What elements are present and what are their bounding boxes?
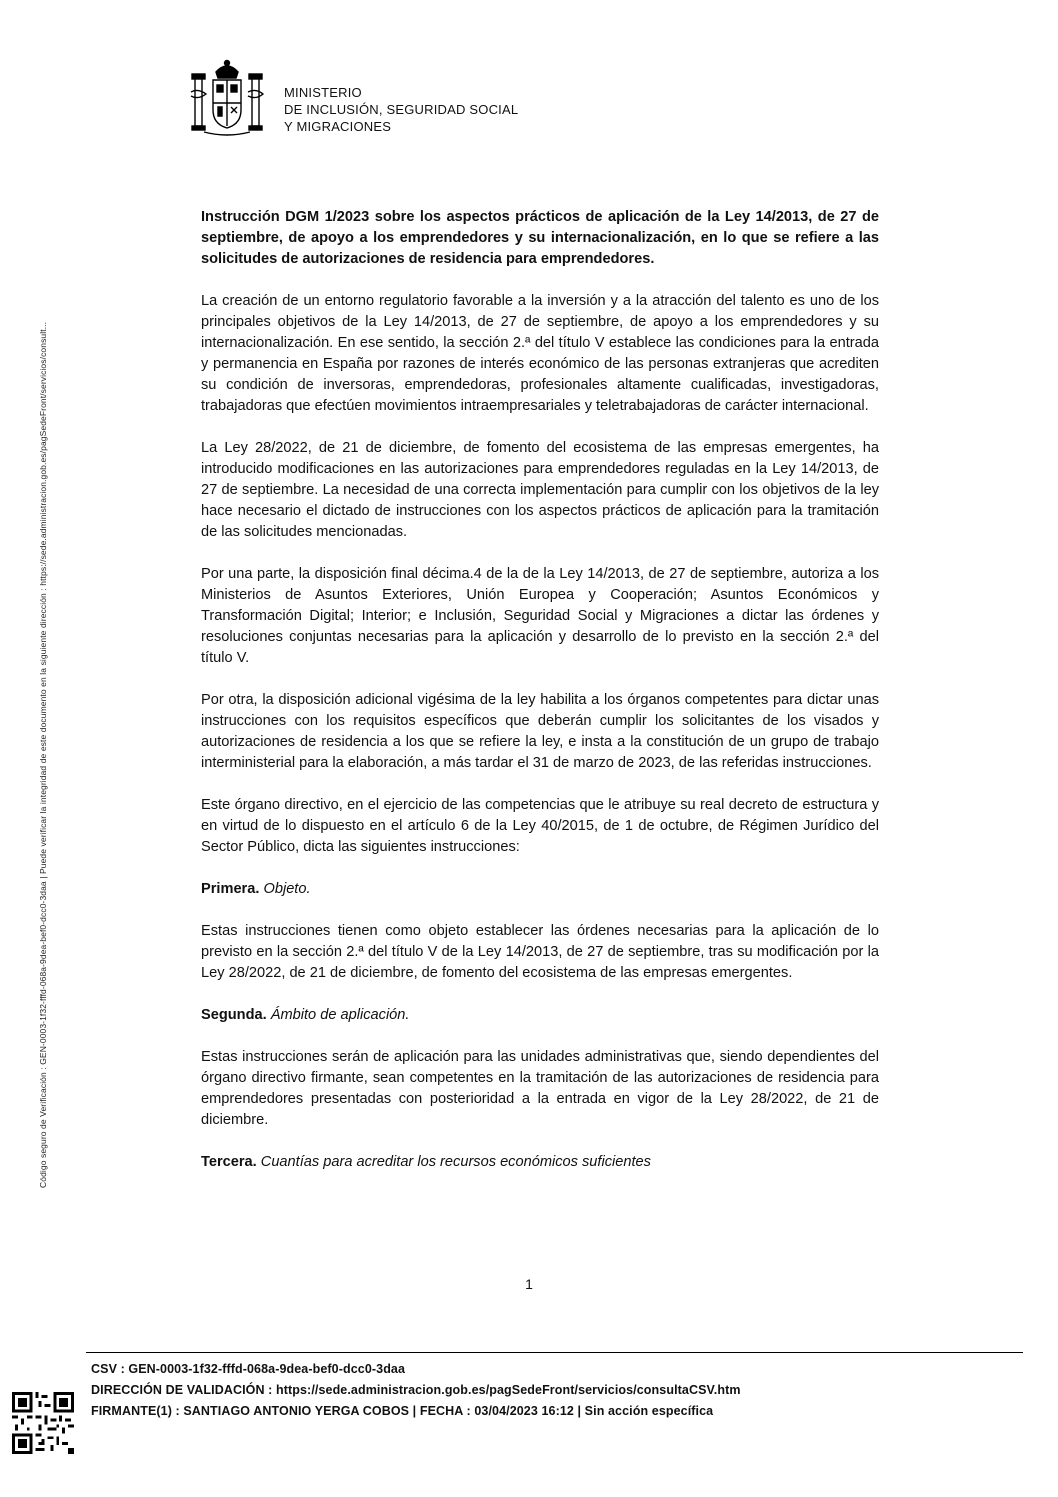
section-heading (201, 879, 879, 900)
document-title: Instrucción DGM 1/2023 sobre los aspectos prácticos de aplicación de la Ley 14/2013, de 27 de septiembre, de apoyo a los emprendedores y su internacionalización, en lo que se refiere a las solicitudes de autorizaciones de residencia para emprendedores. (201, 209, 879, 267)
section-heading (201, 1152, 879, 1173)
section-title: Ámbito de aplicación. (270, 1007, 410, 1023)
qr-code-icon (12, 1392, 74, 1454)
signature-footer (91, 1359, 741, 1422)
ministry-name (284, 84, 518, 135)
body-paragraph: Por una parte, la disposición final décima.4 de la de la Ley 14/2013, de 27 de septiembre, autoriza a los Ministerios de Asuntos Exteriores, Unión Europea y Cooperación; Asuntos Económicos y Transformación Digital; Interior; e Inclusión, Seguridad Social y Migraciones a dictar las órdenes y resoluciones conjuntas necesarias para la aplicación y desarrollo de lo previsto en la sección 2.ª del título V. (201, 566, 879, 666)
coat-of-arms-icon (186, 58, 268, 140)
ministry-line: DE INCLUSIÓN, SEGURIDAD SOCIAL (284, 102, 519, 117)
section-paragraph: Estas instrucciones serán de aplicación para las unidades administrativas que, siendo dependientes del órgano directivo firmante, sean competentes en la tramitación de las autorizaciones de residencia para emprendedores presentadas con posterioridad a la entrada en vigor de la Ley 28/2022, de 21 de diciembre. (201, 1049, 879, 1128)
signer-info: FIRMANTE(1) : SANTIAGO ANTONIO YERGA COBOS | FECHA : 03/04/2023 16:12 | Sin acción específica (91, 1404, 714, 1418)
section-label: Primera. (201, 881, 260, 897)
body-paragraph: Por otra, la disposición adicional vigésima de la ley habilita a los órganos competentes para dictar unas instrucciones con los requisitos específicos que deberán cumplir los solicitantes de los visados y autorizaciones de residencia a los que se refiere la ley, e insta a la constitución de un grupo de trabajo interministerial para la elaboración, a más tardar el 31 de marzo de 2023, de las referidas instrucciones. (201, 692, 879, 771)
csv-code: CSV : GEN-0003-1f32-fffd-068a-9dea-bef0-dcc0-3daa (91, 1362, 406, 1376)
section-heading (201, 1005, 879, 1026)
section-label: Tercera. (201, 1154, 257, 1170)
section-title: Cuantías para acreditar los recursos económicos suficientes (260, 1154, 651, 1170)
ministry-line: Y MIGRACIONES (284, 119, 392, 134)
section-paragraph: Estas instrucciones tienen como objeto establecer las órdenes necesarias para la aplicación de lo previsto en la sección 2.ª del título V de la Ley 14/2013, de 27 de septiembre, tras su modificación por la Ley 28/2022, de 21 de diciembre, de fomento del ecosistema de las empresas emergentes. (201, 923, 879, 981)
page-number: 1 (525, 1276, 533, 1292)
body-paragraph: La creación de un entorno regulatorio favorable a la inversión y a la atracción del talento es uno de los principales objetivos de la Ley 14/2013, de 27 de septiembre, de apoyo a los emprendedores y su internacionalización. En ese sentido, la sección 2.ª del título V establece las condiciones para la entrada y permanencia en España por razones de interés económico de las personas extranjeras que acrediten su condición de inversoras, emprendedoras, profesionales altamente cualificadas, investigadoras, trabajadoras que efectúen movimientos intraempresariales y teletrabajadoras de carácter internacional. (201, 293, 879, 414)
validation-address[interactable]: DIRECCIÓN DE VALIDACIÓN : https://sede.administracion.gob.es/pagSedeFront/servicios/consultaCSV.htm (91, 1383, 741, 1397)
document-body (201, 207, 879, 1194)
section-title: Objeto. (263, 881, 311, 897)
body-paragraph: La Ley 28/2022, de 21 de diciembre, de fomento del ecosistema de las empresas emergentes, ha introducido modificaciones en las autorizaciones para emprendedores reguladas en la Ley 14/2013, de 27 de septiembre. La necesidad de una correcta implementación para cumplir con los objetivos de la ley hace necesario el dictado de instrucciones con los aspectos prácticos de aplicación para la tramitación de las solicitudes mencionadas. (201, 440, 879, 540)
side-verification-text: Código seguro de Verificación : GEN-0003-1f32-fffd-068a-9dea-bef0-dcc0-3daa | Puede verificar la integridad de este documento en la siguiente dirección : https://sede.administracion.gob.es/pagSedeFront/servicios/consult... (38, 321, 48, 1188)
footer-divider (86, 1352, 1023, 1353)
section-label: Segunda. (201, 1007, 267, 1023)
body-paragraph: Este órgano directivo, en el ejercicio de las competencias que le atribuye su real decreto de estructura y en virtud de lo dispuesto en el artículo 6 de la Ley 40/2015, de 1 de octubre, de Régimen Jurídico del Sector Público, dicta las siguientes instrucciones: (201, 797, 879, 855)
ministry-line: MINISTERIO (284, 85, 362, 100)
